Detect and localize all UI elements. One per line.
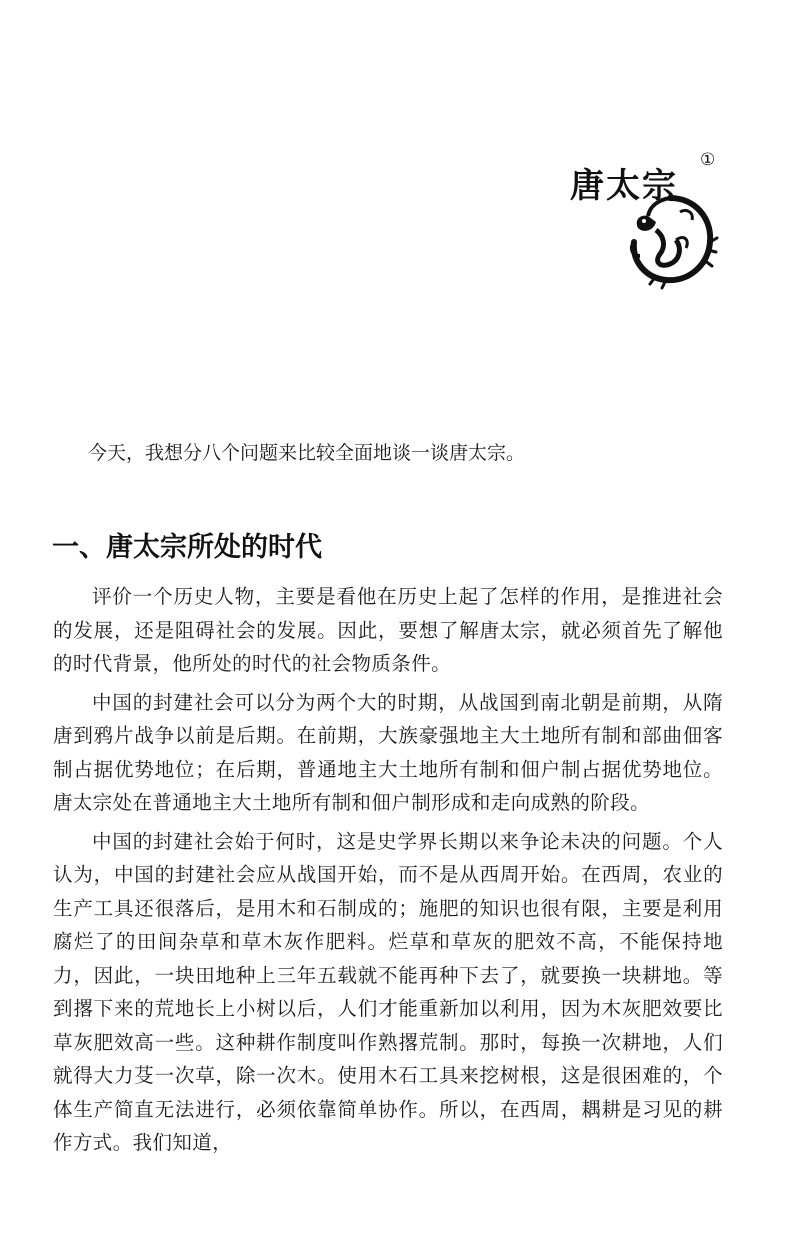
paragraph: 评价一个历史人物，主要是看他在历史上起了怎样的作用，是推进社会的发展，还是阻碍社会的发展。因此，要想了解唐太宗，就必须首先了解他的时代背景，他所处的时代的社会物质条件。 [53, 585, 723, 675]
paragraph: 中国的封建社会可以分为两个大的时期，从战国到南北朝是前期，从隋唐到鸦片战争以前是后期。在前期，大族豪强地主大土地所有制和部曲佃客制占据优势地位；在后期，普通地主大土地所有制和佃户制占据优势地位。唐太宗处在普通地主大土地所有制和佃户制形成和走向成熟的阶段。 [53, 690, 723, 814]
intro-paragraph: 今天，我想分八个问题来比较全面地谈一谈唐太宗。 [88, 442, 526, 464]
chapter-title: 唐太宗 [570, 166, 678, 206]
section-heading: 一、唐太宗所处的时代 [52, 532, 322, 563]
dragon-emblem-icon [620, 190, 720, 290]
paragraph: 中国的封建社会始于何时，这是史学界长期以来争论未决的问题。个人认为，中国的封建社会应从战国开始，而不是从西周开始。在西周，农业的生产工具还很落后，是用木和石制成的；施肥的知识也很有限，主要是利用腐烂了的田间杂草和草木灰作肥料。烂草和草灰的肥效不高，不能保持地力，因此，一块田地种上三年五载就不能再种下去了，就要换一块耕地。等到撂下来的荒地长上小树以后，人们才能重新加以利用，因为木灰肥效要比草灰肥效高一些。这种耕作制度叫作熟撂荒制。那时，每换一次耕地，人们就得大力芟一次草，除一次木。使用木石工具来挖树根，这是很困难的，个体生产简直无法进行，必须依靠简单协作。所以，在西周，耦耕是习见的耕作方式。我们知道， [53, 829, 723, 1154]
section-body [53, 580, 723, 1165]
footnote-mark[interactable]: ① [700, 150, 716, 170]
